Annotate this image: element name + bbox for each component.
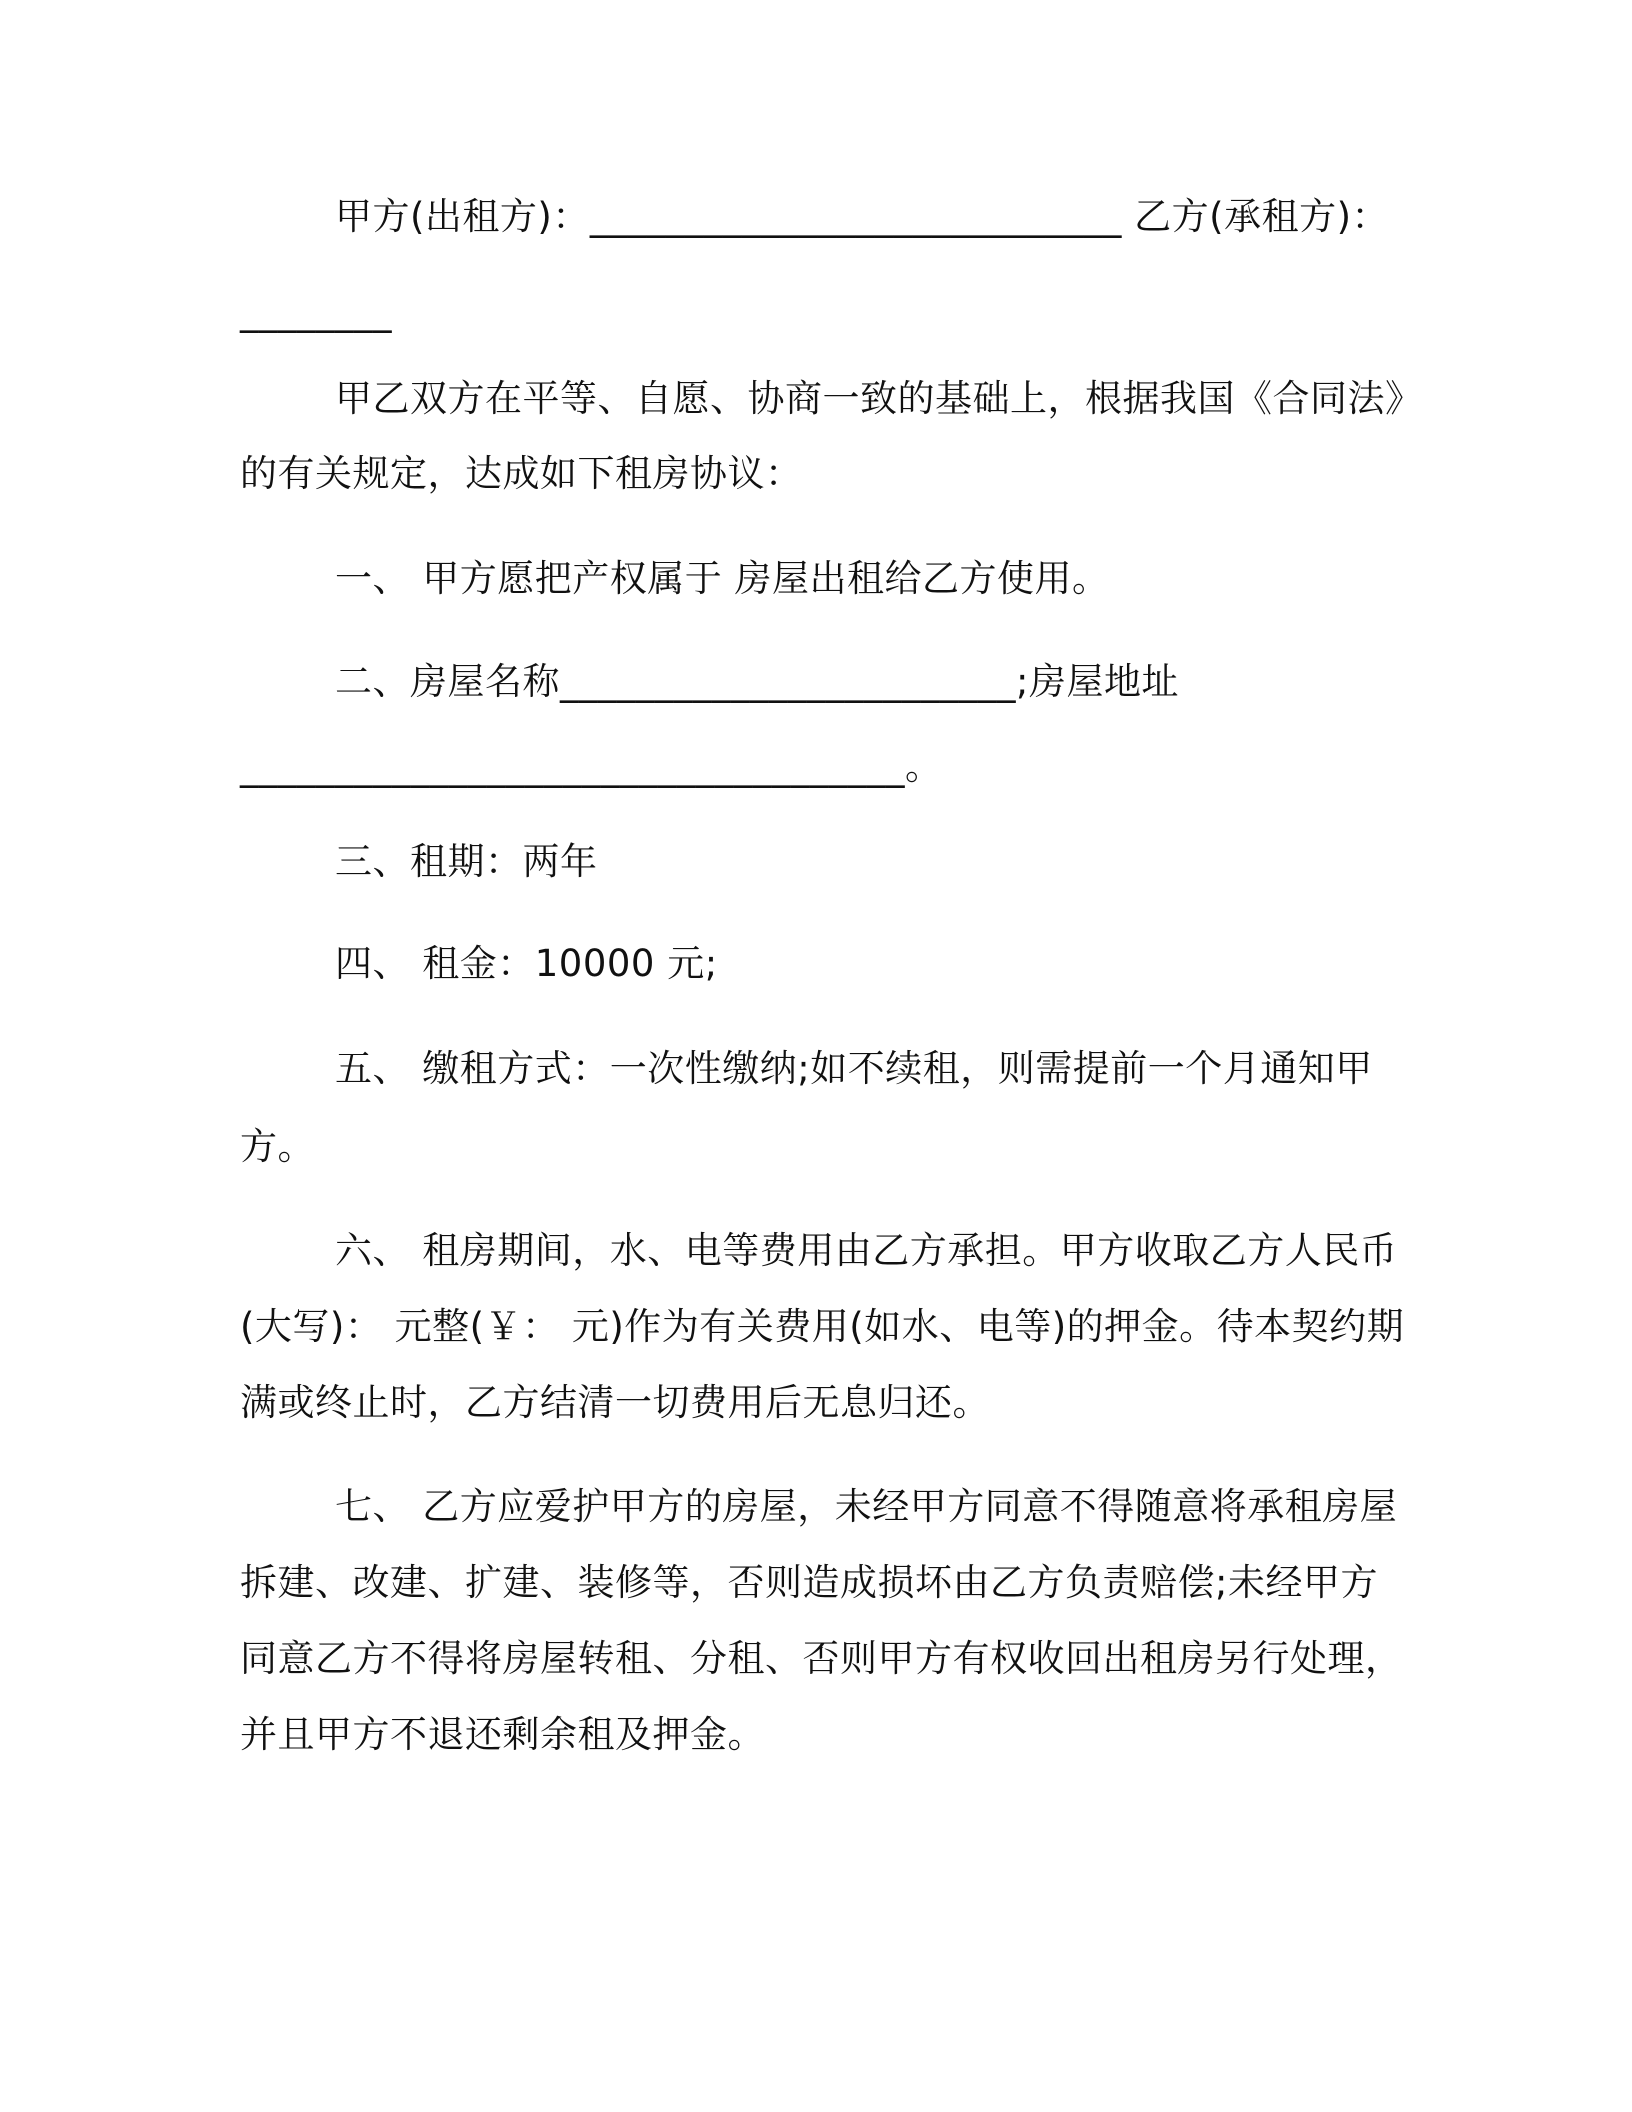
preamble-line-1: 甲乙双方在平等、自愿、协商一致的基础上，根据我国《合同法》 xyxy=(335,377,1423,420)
parties-line-continuation: ________ xyxy=(240,290,392,333)
clause-2-line-1: 二、房屋名称________________________;房屋地址 xyxy=(335,660,1179,703)
clause-5-line-2: 方。 xyxy=(240,1125,315,1168)
clause-6-line-1: 六、 租房期间，水、电等费用由乙方承担。甲方收取乙方人民币 xyxy=(335,1229,1398,1272)
parties-line: 甲方(出租方)：____________________________ 乙方(承租方)： xyxy=(335,195,1390,238)
clause-7-line-2: 拆建、改建、扩建、装修等，否则造成损坏由乙方负责赔偿;未经甲方 xyxy=(240,1561,1378,1604)
clause-7-line-1: 七、 乙方应爱护甲方的房屋，未经甲方同意不得随意将承租房屋 xyxy=(335,1485,1398,1528)
clause-2-line-2: ___________________________________。 xyxy=(240,745,943,788)
clause-5-line-1: 五、 缴租方式：一次性缴纳;如不续租，则需提前一个月通知甲 xyxy=(335,1047,1373,1090)
clause-6-line-3: 满或终止时，乙方结清一切费用后无息归还。 xyxy=(240,1381,990,1424)
clause-1: 一、 甲方愿把产权属于 房屋出租给乙方使用。 xyxy=(335,557,1110,600)
clause-4: 四、 租金：10000 元; xyxy=(335,942,718,985)
clause-7-line-3: 同意乙方不得将房屋转租、分租、否则甲方有权收回出租房另行处理， xyxy=(240,1637,1403,1680)
clause-7-line-4: 并且甲方不退还剩余租及押金。 xyxy=(240,1713,765,1756)
preamble-line-2: 的有关规定，达成如下租房协议： xyxy=(240,452,803,495)
clause-6-line-2: (大写)： 元整(￥： 元)作为有关费用(如水、电等)的押金。待本契约期 xyxy=(240,1305,1405,1348)
clause-3: 三、租期：两年 xyxy=(335,840,598,883)
